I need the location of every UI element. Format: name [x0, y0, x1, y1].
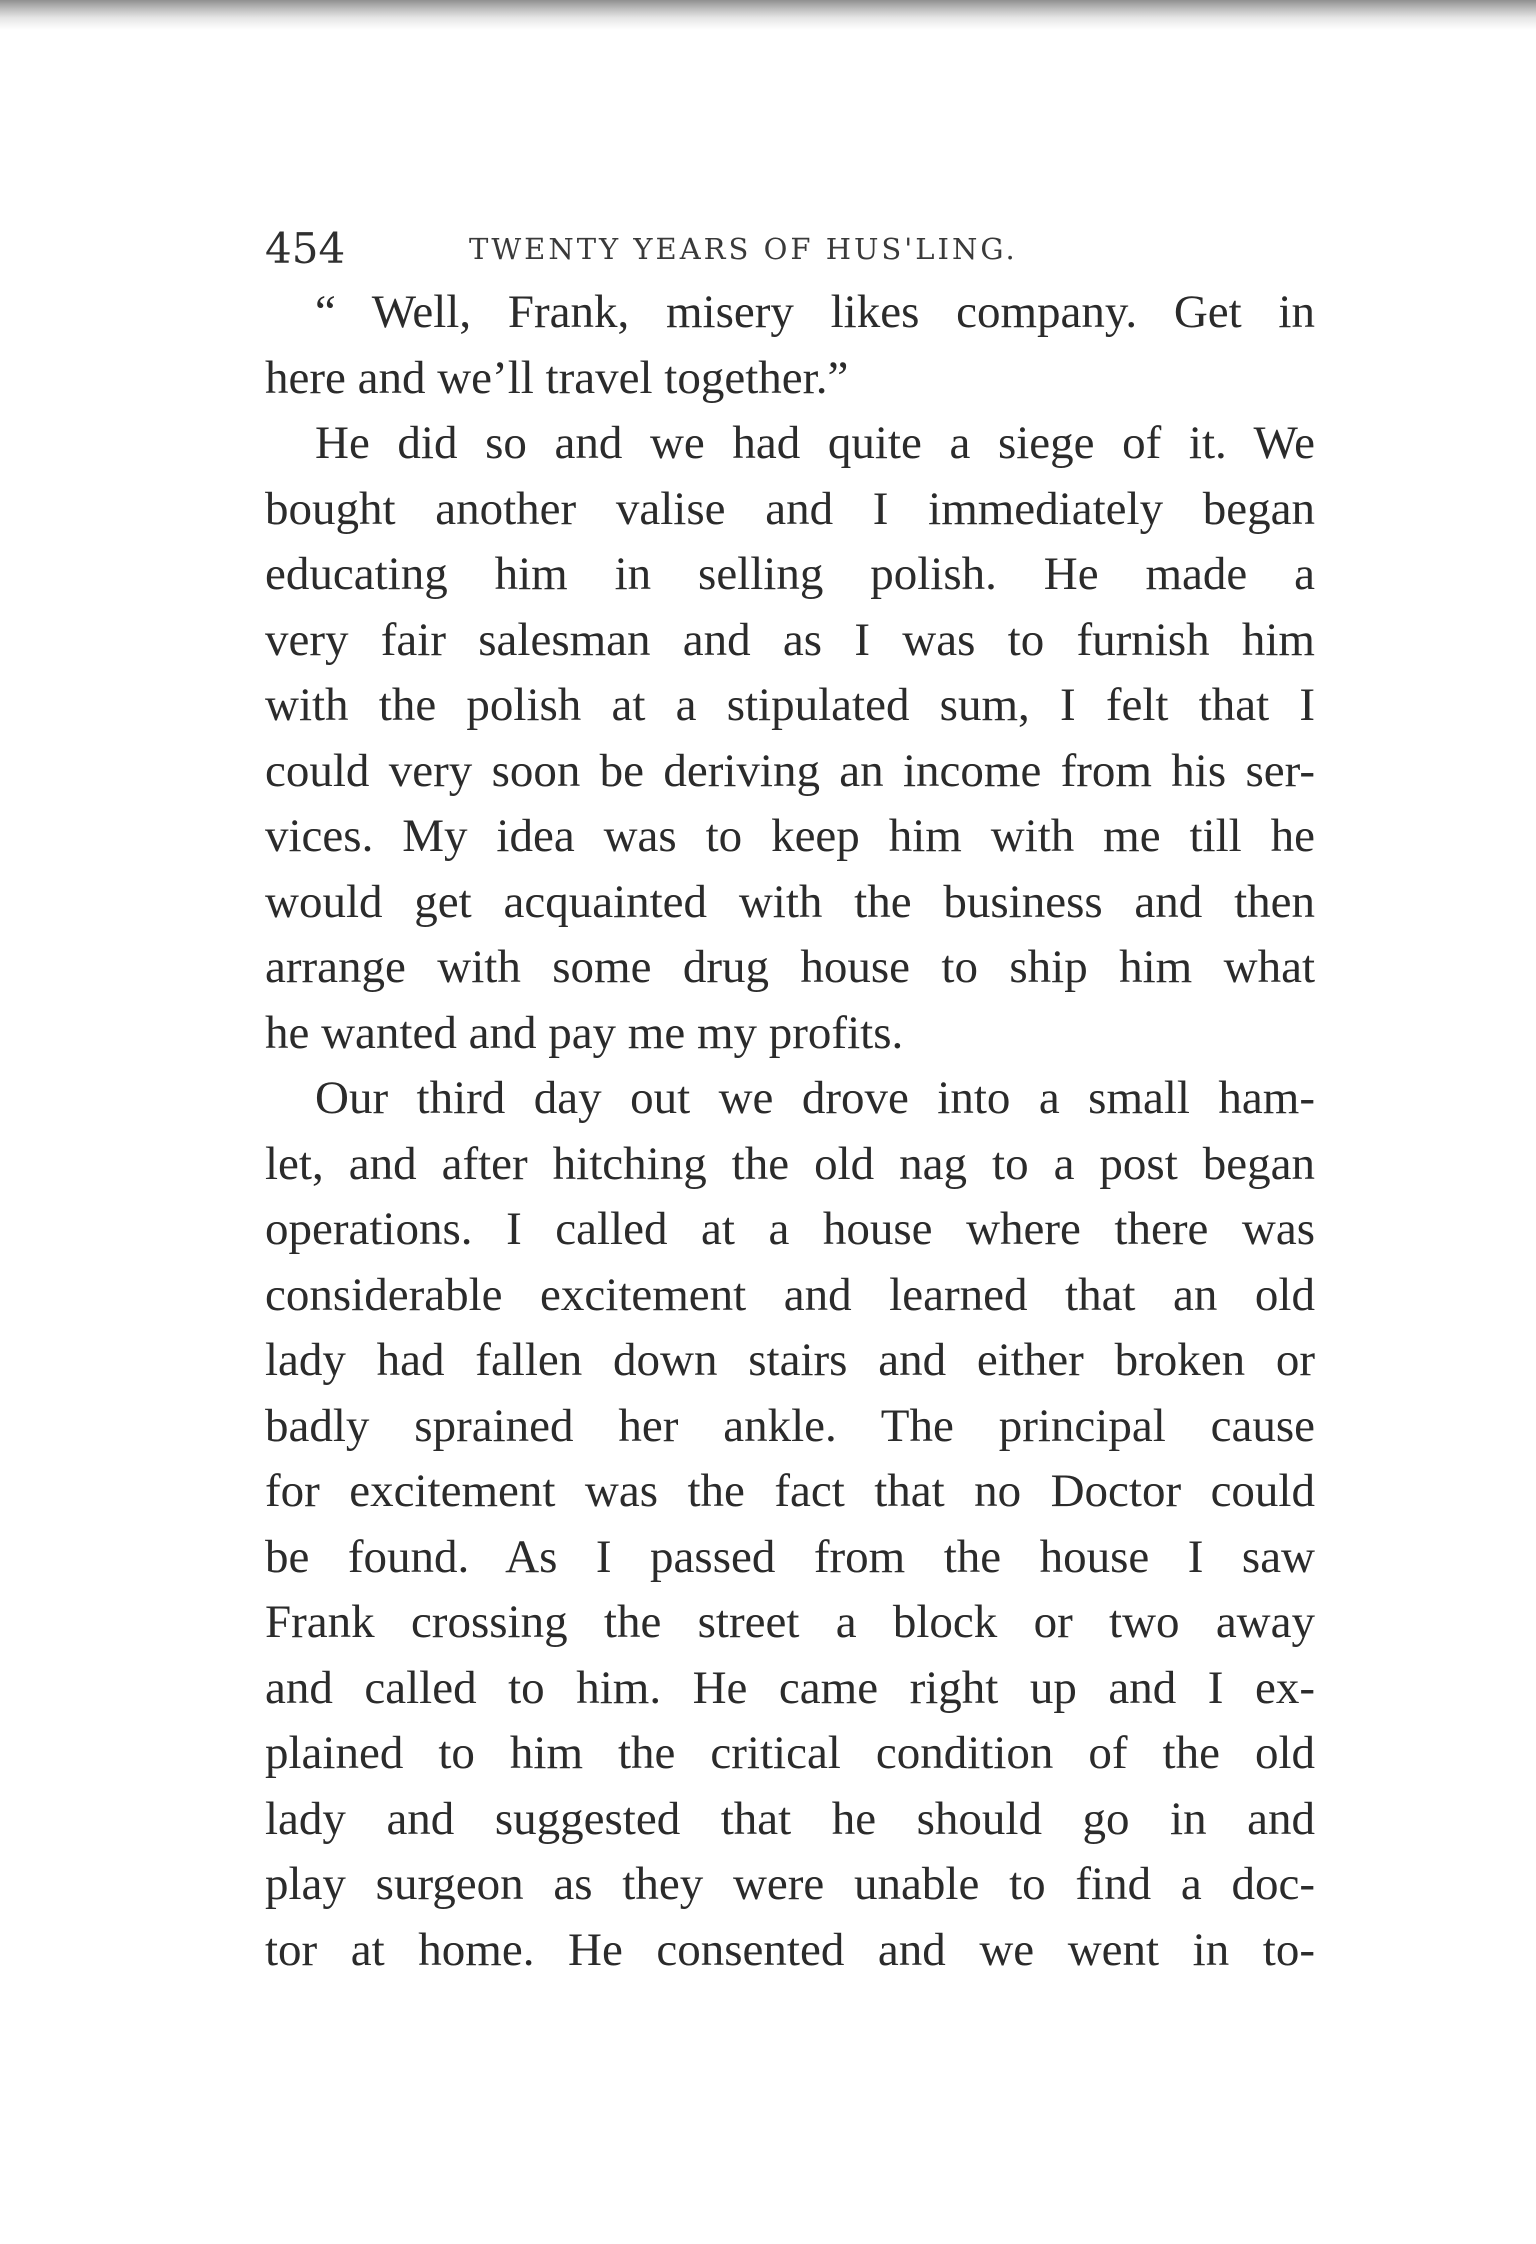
text-line: play surgeon as they were unable to find a doc- [265, 1858, 1315, 1910]
text-line: for excitement was the fact that no Doctor could [265, 1465, 1315, 1517]
book-page [265, 210, 1315, 1983]
text-line: here and we’ll travel together.” [265, 351, 849, 404]
text-line: bought another valise and I immediately began [265, 482, 1315, 535]
text-line: “ Well, Frank, misery likes company. Get in [315, 286, 1315, 338]
text-line: lady and suggested that he should go in and [265, 1792, 1315, 1845]
text-line: very fair salesman and as I was to furnish him [265, 613, 1315, 666]
paragraph-3 [265, 1066, 1315, 1983]
text-line: badly sprained her ankle. The principal cause [265, 1399, 1315, 1452]
text-line: lady had fallen down stairs and either broken or [265, 1334, 1315, 1386]
text-line: and called to him. He came right up and I ex- [265, 1661, 1315, 1714]
running-head [265, 210, 1315, 273]
text-line: he wanted and pay me my profits. [265, 1006, 904, 1059]
text-line: educating him in selling polish. He made a [265, 548, 1315, 600]
text-line: vices. My idea was to keep him with me till he [265, 810, 1315, 862]
body-text [265, 280, 1315, 1983]
text-line: with the polish at a stipulated sum, I felt that I [265, 679, 1315, 731]
text-line: Frank crossing the street a block or two away [265, 1596, 1315, 1648]
text-line: be found. As I passed from the house I saw [265, 1530, 1315, 1583]
running-title: TWENTY YEARS OF HUS'LING. [469, 232, 1018, 266]
text-line: arrange with some drug house to ship him what [265, 941, 1315, 993]
text-line: considerable excitement and learned that an old [265, 1268, 1315, 1321]
paragraph-2 [265, 411, 1315, 1066]
text-line: plained to him the critical condition of the old [265, 1727, 1315, 1779]
text-line: tor at home. He consented and we went in to- [265, 1923, 1315, 1976]
paragraph-1 [265, 280, 1315, 411]
text-line: Our third day out we drove into a small ham- [315, 1072, 1315, 1124]
text-line: could very soon be deriving an income from his ser- [265, 744, 1315, 797]
text-line: would get acquainted with the business and then [265, 875, 1315, 928]
text-line: operations. I called at a house where there was [265, 1203, 1315, 1255]
scan-edge [0, 0, 1536, 30]
text-line: He did so and we had quite a siege of it. We [315, 417, 1315, 469]
page-number: 454 [265, 224, 346, 273]
text-line: let, and after hitching the old nag to a post began [265, 1137, 1315, 1190]
